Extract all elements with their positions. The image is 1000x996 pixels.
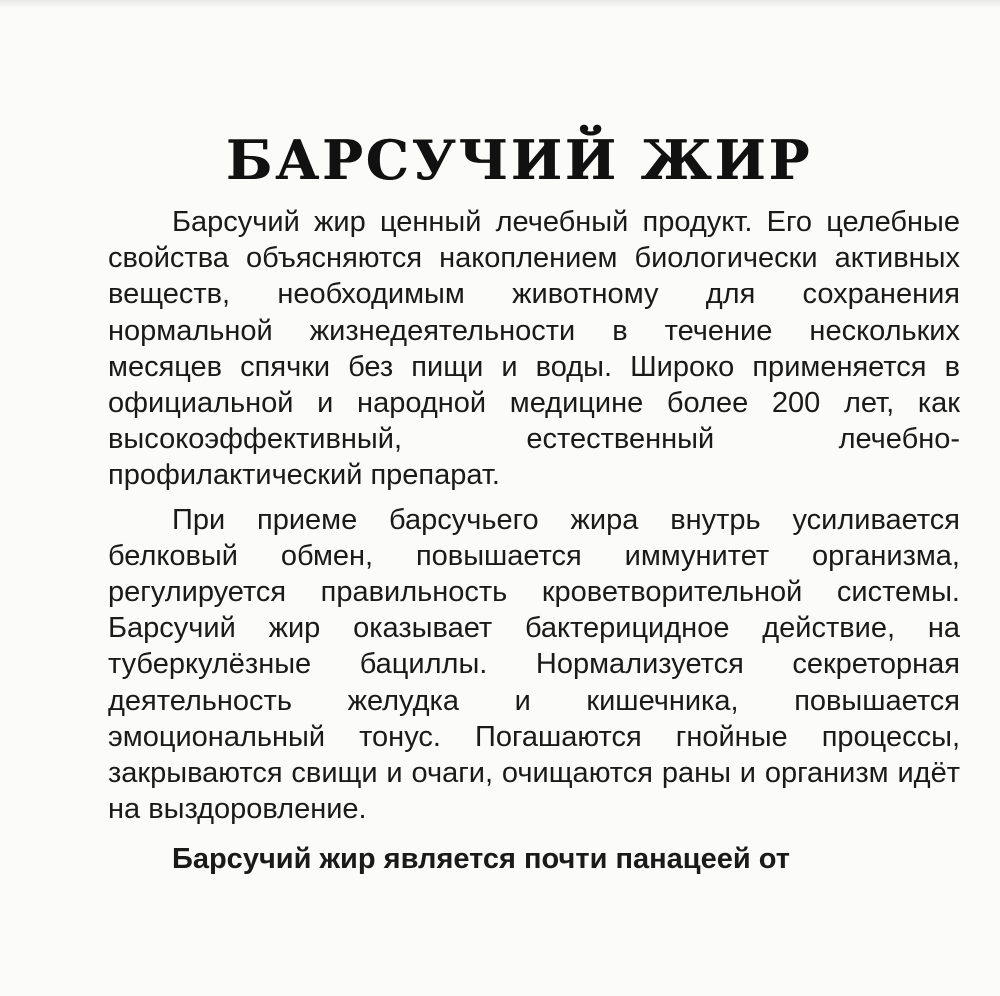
page-top-edge: [0, 0, 1000, 8]
document-title: БАРСУЧИЙ ЖИР: [225, 128, 813, 192]
paragraph-effects: При приеме барсучьего жира внутрь усиливается белковый обмен, повышается иммунитет организма, регулируется правильность кроветворительной системы. Барсучий жир оказывает бактерицидное действие, на туберкулёзные бациллы. Нормализуется секреторная деятельность желудка и кишечника, повышается эмоциональный тонус. Погашаются гнойные процессы, закрываются свищи и очаги, очищаются раны и организм идёт на выздоровление.: [108, 503, 960, 826]
paragraph-intro: Барсучий жир ценный лечебный продукт. Его целебные свойства объясняются накоплением биологически активных веществ, необходимым животному для сохранения нормальной жизнедеятельности в течение нескольких месяцев спячки без пищи и воды. Широко применяется в официальной и народной медицине более 200 лет, как высокоэффективный, естественный лечебно-профилактический препарат.: [108, 206, 960, 492]
paragraph-panacea: Барсучий жир является почти панацеей от: [172, 843, 790, 876]
document-page: [108, 128, 960, 886]
